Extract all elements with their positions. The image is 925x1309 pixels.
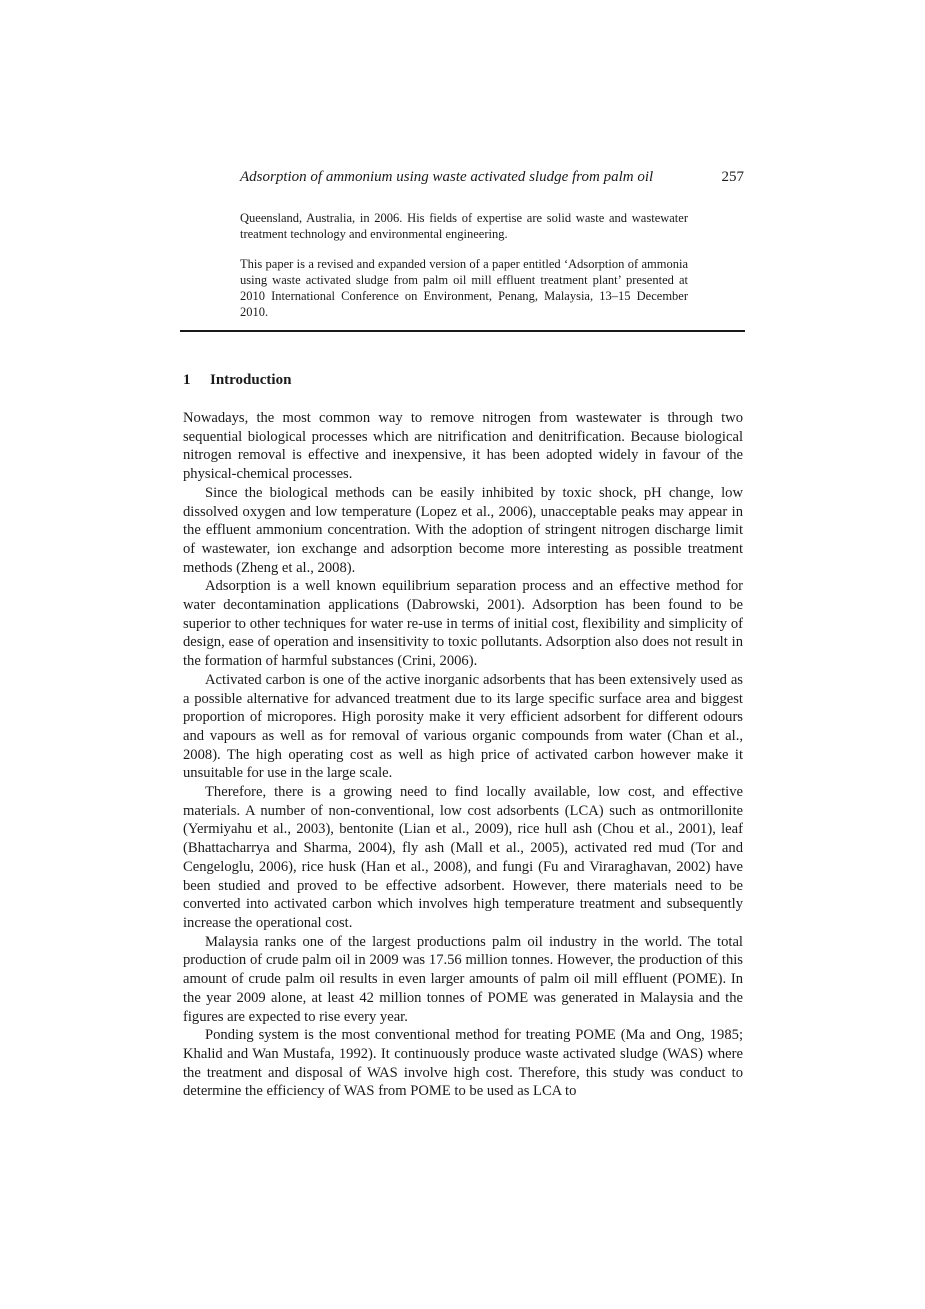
body-paragraph: Malaysia ranks one of the largest productions palm oil industry in the world. The total production of crude palm oil in 2009 was 17.56 million tonnes. However, the production of this amount of crude palm oil results in even larger amounts of palm oil mill effluent (POME). In the year 2009 alone, at least 42 million tonnes of POME was generated in Malaysia and the figures are expected to rise every year. xyxy=(183,933,743,1025)
page-number: 257 xyxy=(721,169,744,185)
section-title: Introduction xyxy=(210,372,292,388)
author-bio-footnote xyxy=(240,210,688,334)
body-text xyxy=(183,409,743,1101)
body-paragraph: Since the biological methods can be easily inhibited by toxic shock, pH change, low dissolved oxygen and low temperature (Lopez et al., 2006), unacceptable peaks may appear in the effluent ammonium concentration. With the adoption of stringent nitrogen discharge limit of wastewater, ion exchange and adsorption become more interesting as possible treatment methods (Zheng et al., 2008). xyxy=(183,484,743,576)
body-paragraph: Ponding system is the most conventional method for treating POME (Ma and Ong, 1985; Khalid and Wan Mustafa, 1992). It continuously produce waste activated sludge (WAS) where the treatment and disposal of WAS involve high cost. Therefore, this study was conduct to determine the efficiency of WAS from POME to be used as LCA to xyxy=(183,1027,743,1100)
body-paragraph: Therefore, there is a growing need to find locally available, low cost, and effective materials. A number of non-conventional, low cost adsorbents (LCA) such as ontmorillonite (Yermiyahu et al., 2003), bentonite (Lian et al., 2009), rice hull ash (Chou et al., 2001), leaf (Bhattacharrya and Sharma, 2004), fly ash (Mall et al., 2005), activated red mud (Tor and Cengeloglu, 2006), rice husk (Han et al., 2008), and fungi (Fu and Viraraghavan, 2002) have been studied and proved to be effective adsorbent. However, there materials need to be converted into activated carbon which involves high temperature treatment and subsequently increase the operational cost. xyxy=(183,784,743,931)
revision-note: This paper is a revised and expanded version of a paper entitled ‘Adsorption of ammonia using waste activated sludge from palm oil mill effluent treatment plant’ presented at 2010 International Conference on Environment, Penang, Malaysia, 13–15 December 2010. xyxy=(240,257,688,319)
section-divider xyxy=(180,330,745,332)
running-header xyxy=(240,168,744,186)
running-title: Adsorption of ammonium using waste activated sludge from palm oil xyxy=(240,169,654,185)
section-number: 1 xyxy=(183,372,191,388)
section-heading xyxy=(183,370,291,390)
body-paragraph: Activated carbon is one of the active inorganic adsorbents that has been extensively used as a possible alternative for advanced treatment due to its large specific surface area and biggest proportion of micropores. High porosity make it very efficient adsorbent for different odours and vapours as well as for removal of various organic compounds from water (Chan et al., 2008). The high operating cost as well as high price of activated carbon however make it unsuitable for use in the large scale. xyxy=(183,671,743,782)
body-paragraph: Nowadays, the most common way to remove nitrogen from wastewater is through two sequential biological processes which are nitrification and denitrification. Because biological nitrogen removal is effective and inexpensive, it has been adopted widely in favour of the physical-chemical processes. xyxy=(183,410,743,483)
bio-paragraph: Queensland, Australia, in 2006. His fields of expertise are solid waste and wastewater treatment technology and environmental engineering. xyxy=(240,211,688,241)
body-paragraph: Adsorption is a well known equilibrium separation process and an effective method for water decontamination applications (Dabrowski, 2001). Adsorption has been found to be superior to other techniques for water re-use in terms of initial cost, flexibility and simplicity of design, ease of operation and insensitivity to toxic pollutants. Adsorption also does not result in the formation of harmful substances (Crini, 2006). xyxy=(183,578,743,670)
